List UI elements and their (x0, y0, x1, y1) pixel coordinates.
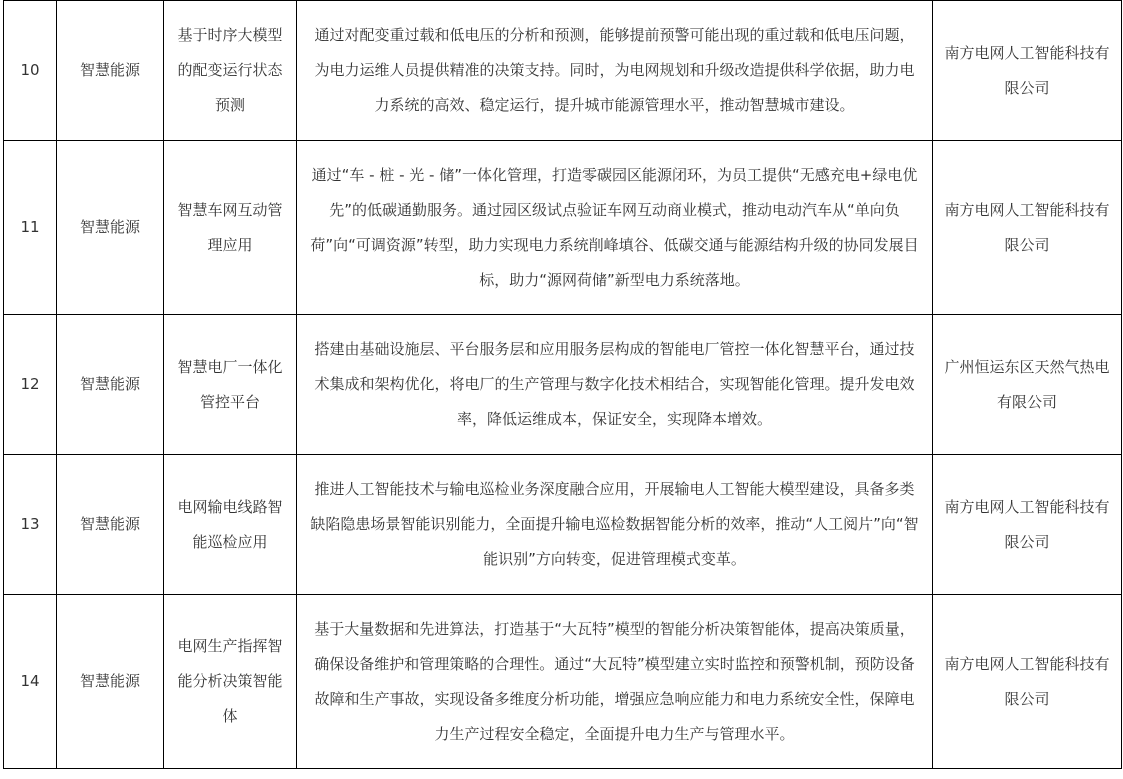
row-category: 智慧能源 (57, 595, 164, 769)
row-category: 智慧能源 (57, 1, 164, 141)
row-description: 推进人工智能技术与输电巡检业务深度融合应用，开展输电人工智能大模型建设，具备多类缺陷隐患场景智能识别能力，全面提升输电巡检数据智能分析的效率，推动“人工阅片”向“智能识别”方向转变，促进管理模式变革。 (297, 455, 933, 595)
cases-table (3, 0, 1122, 769)
row-number: 14 (4, 595, 57, 769)
row-category: 智慧能源 (57, 455, 164, 595)
row-name: 电网生产指挥智能分析决策智能体 (164, 595, 297, 769)
table-row (4, 595, 1122, 769)
row-category: 智慧能源 (57, 141, 164, 315)
row-description: 搭建由基础设施层、平台服务层和应用服务层构成的智能电厂管控一体化智慧平台，通过技术集成和架构优化，将电厂的生产管理与数字化技术相结合，实现智能化管理。提升发电效率，降低运维成本，保证安全，实现降本增效。 (297, 315, 933, 455)
row-category: 智慧能源 (57, 315, 164, 455)
row-company: 南方电网人工智能科技有限公司 (933, 455, 1122, 595)
table-row (4, 141, 1122, 315)
row-description: 通过对配变重过载和低电压的分析和预测，能够提前预警可能出现的重过载和低电压问题，为电力运维人员提供精准的决策支持。同时，为电网规划和升级改造提供科学依据，助力电力系统的高效、稳定运行，提升城市能源管理水平，推动智慧城市建设。 (297, 1, 933, 141)
row-name: 基于时序大模型的配变运行状态预测 (164, 1, 297, 141)
row-company: 南方电网人工智能科技有限公司 (933, 1, 1122, 141)
table-row (4, 455, 1122, 595)
table-row (4, 1, 1122, 141)
row-number: 11 (4, 141, 57, 315)
row-number: 10 (4, 1, 57, 141)
row-company: 南方电网人工智能科技有限公司 (933, 595, 1122, 769)
row-description: 通过“车 - 桩 - 光 - 储”一体化管理，打造零碳园区能源闭环，为员工提供“无感充电+绿电优先”的低碳通勤服务。通过园区级试点验证车网互动商业模式，推动电动汽车从“单向负荷”向“可调资源”转型，助力实现电力系统削峰填谷、低碳交通与能源结构升级的协同发展目标，助力“源网荷储”新型电力系统落地。 (297, 141, 933, 315)
row-name: 智慧车网互动管理应用 (164, 141, 297, 315)
row-company: 南方电网人工智能科技有限公司 (933, 141, 1122, 315)
row-number: 13 (4, 455, 57, 595)
row-description: 基于大量数据和先进算法，打造基于“大瓦特”模型的智能分析决策智能体，提高决策质量，确保设备维护和管理策略的合理性。通过“大瓦特”模型建立实时监控和预警机制，预防设备故障和生产事故，实现设备多维度分析功能，增强应急响应能力和电力系统安全性，保障电力生产过程安全稳定，全面提升电力生产与管理水平。 (297, 595, 933, 769)
table-row (4, 315, 1122, 455)
row-name: 电网输电线路智能巡检应用 (164, 455, 297, 595)
row-name: 智慧电厂一体化管控平台 (164, 315, 297, 455)
row-company: 广州恒运东区天然气热电有限公司 (933, 315, 1122, 455)
row-number: 12 (4, 315, 57, 455)
